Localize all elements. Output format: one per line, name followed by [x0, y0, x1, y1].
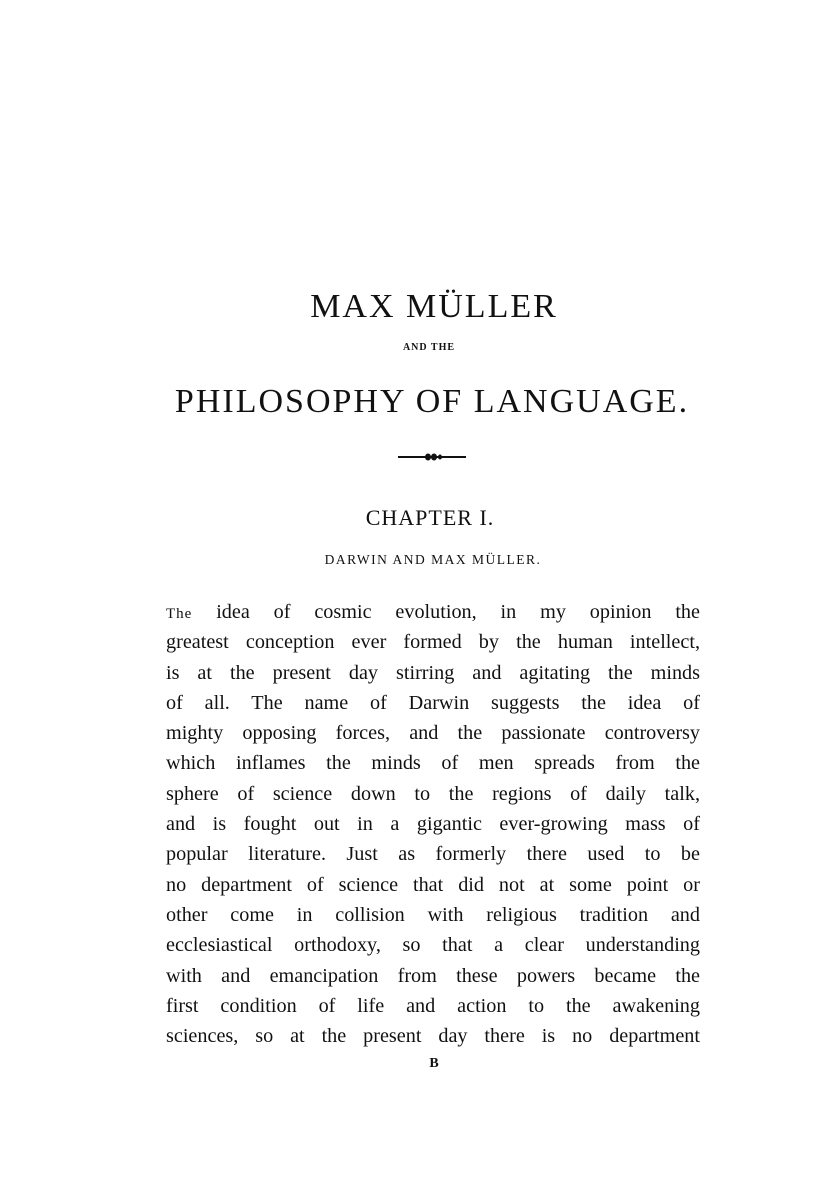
body-line: of all. The name of Darwin suggests the idea of	[166, 691, 700, 714]
ornament-divider-icon	[398, 451, 466, 463]
chapter-subtitle: DARWIN AND MAX MÜLLER.	[324, 552, 542, 567]
body-line: popular literature. Just as formerly there used to be	[166, 843, 700, 866]
body-line: and is fought out in a gigantic ever-growing mass of	[166, 813, 700, 836]
body-line: no department of science that did not at some point or	[166, 873, 700, 896]
body-line: sciences, so at the present day there is no department	[166, 1025, 700, 1048]
title-line-2: PHILOSOPHY OF LANGUAGE.	[174, 383, 690, 420]
body-line: other come in collision with religious tradition and	[166, 903, 700, 926]
body-line: greatest conception ever formed by the human intellect,	[166, 631, 700, 654]
body-line: which inflames the minds of men spreads from the	[166, 752, 700, 775]
body-text	[166, 597, 700, 1051]
chapter-heading: CHAPTER I.	[365, 505, 495, 530]
title-line-1: MAX MÜLLER	[310, 288, 558, 325]
title-connector: AND THE	[402, 342, 456, 353]
body-line: mighty opposing forces, and the passionate controversy	[166, 722, 700, 745]
body-line: ecclesiastical orthodoxy, so that a clear understanding	[166, 934, 700, 957]
body-line: first condition of life and action to the awakening	[166, 994, 700, 1017]
drop-word: The	[166, 606, 193, 622]
body-line: with and emancipation from these powers became the	[166, 964, 700, 987]
body-line: sphere of science down to the regions of daily talk,	[166, 782, 700, 805]
body-line: is at the present day stirring and agitating the minds	[166, 661, 700, 684]
body-line: The idea of cosmic evolution, in my opinion the	[166, 601, 700, 623]
signature-mark: B	[429, 1056, 439, 1071]
